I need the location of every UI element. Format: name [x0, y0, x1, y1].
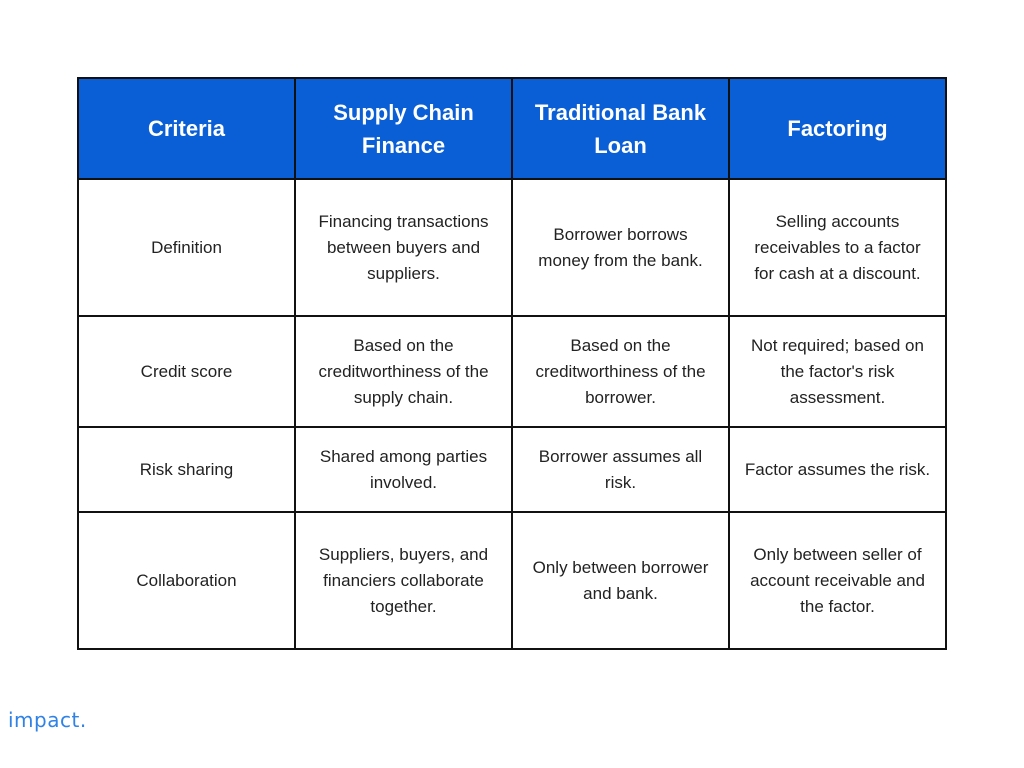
header-supply-chain-finance: Supply Chain Finance — [295, 78, 512, 179]
header-factoring: Factoring — [729, 78, 946, 179]
table-cell: Based on the creditworthiness of the supply chain. — [295, 316, 512, 427]
table-row — [78, 316, 946, 427]
table-cell: Selling accounts receivables to a factor for cash at a discount. — [729, 179, 946, 316]
header-criteria: Criteria — [78, 78, 295, 179]
table-cell: Only between borrower and bank. — [512, 512, 729, 649]
table-cell: Borrower assumes all risk. — [512, 427, 729, 512]
criteria-cell: Credit score — [78, 316, 295, 427]
criteria-cell: Definition — [78, 179, 295, 316]
table-cell: Borrower borrows money from the bank. — [512, 179, 729, 316]
table-cell: Suppliers, buyers, and financiers collaborate together. — [295, 512, 512, 649]
table-cell: Not required; based on the factor's risk assessment. — [729, 316, 946, 427]
criteria-cell: Risk sharing — [78, 427, 295, 512]
table-cell: Shared among parties involved. — [295, 427, 512, 512]
header-row — [78, 78, 946, 179]
table-row — [78, 179, 946, 316]
table-cell: Only between seller of account receivable and the factor. — [729, 512, 946, 649]
table-row — [78, 427, 946, 512]
table-cell: Based on the creditworthiness of the borrower. — [512, 316, 729, 427]
brand-logo: impact. — [8, 708, 87, 732]
comparison-table — [77, 77, 947, 650]
criteria-cell: Collaboration — [78, 512, 295, 649]
table-row — [78, 512, 946, 649]
table-cell: Financing transactions between buyers and suppliers. — [295, 179, 512, 316]
header-traditional-bank-loan: Traditional Bank Loan — [512, 78, 729, 179]
comparison-table-container — [77, 77, 947, 650]
table-cell: Factor assumes the risk. — [729, 427, 946, 512]
